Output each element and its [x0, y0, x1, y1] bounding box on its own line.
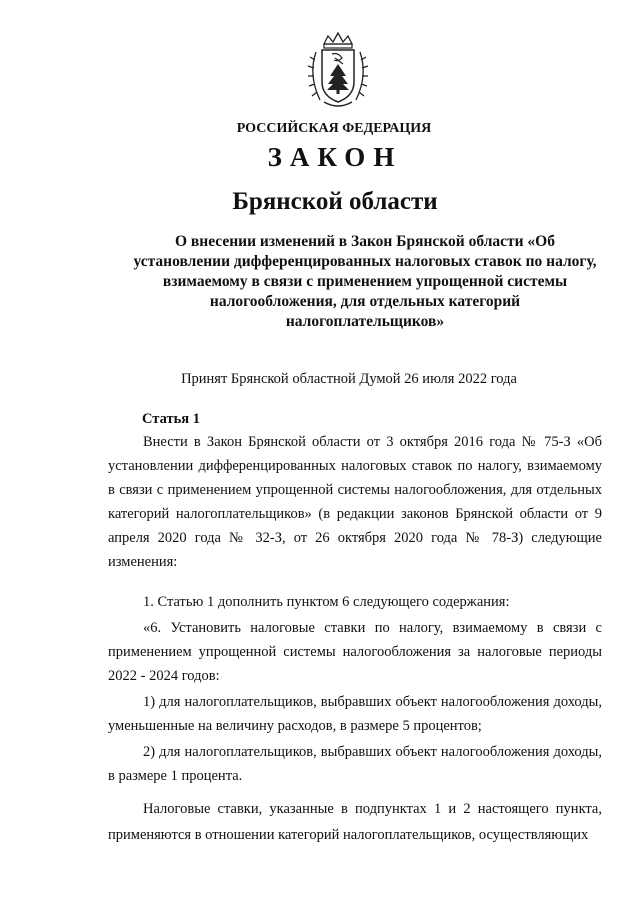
adoption-date-line: Принят Брянской областной Думой 26 июля 2022 года [181, 371, 517, 387]
region-heading: Брянской области [232, 188, 438, 215]
bryansk-coat-of-arms-emblem [302, 30, 374, 110]
article-paragraph: 1) для налогоплательщиков, выбравших объект налогообложения доходы, уменьшенные на величину расходов, в размере 5 процентов; [108, 694, 602, 734]
document-type-heading: ЗАКОН [267, 142, 403, 172]
article-paragraph: Внести в Закон Брянской области от 3 октября 2016 года № 75-З «Об установлении дифференцированных налоговых ставок по налогу, взимаемому в связи с применением упрощенной системы налогообложения, для отдельных категорий налогоплательщиков» (в редакции законов Брянской области от 9 апреля 2020 года № 32-З, от 26 октября 2020 года № 78-З) следующие изменения: [108, 434, 602, 570]
federation-heading: РОССИЙСКАЯ ФЕДЕРАЦИЯ [236, 121, 432, 136]
article-paragraph: 1. Статью 1 дополнить пунктом 6 следующего содержания: [143, 594, 510, 610]
law-subject-title: О внесении изменений в Закон Брянской области «Об установлении дифференцированных налоговых ставок по налогу, взимаемому в связи с применением упрощенной системы налогообложения, для отдельных категорий налогоплательщиков» [133, 233, 597, 330]
article-paragraph: 2) для налогоплательщиков, выбравших объект налогообложения доходы, в размере 1 процента. [108, 744, 602, 784]
article-title: Статья 1 [142, 411, 200, 427]
article-paragraph: Налоговые ставки, указанные в подпунктах 1 и 2 настоящего пункта, применяются в отношении категорий налогоплательщиков, осуществляющих [108, 801, 602, 843]
article-paragraph: «6. Установить налоговые ставки по налогу, взимаемому в связи с применением упрощенной системы налогообложения за налоговые периоды 2022 - 2024 годов: [108, 620, 602, 684]
